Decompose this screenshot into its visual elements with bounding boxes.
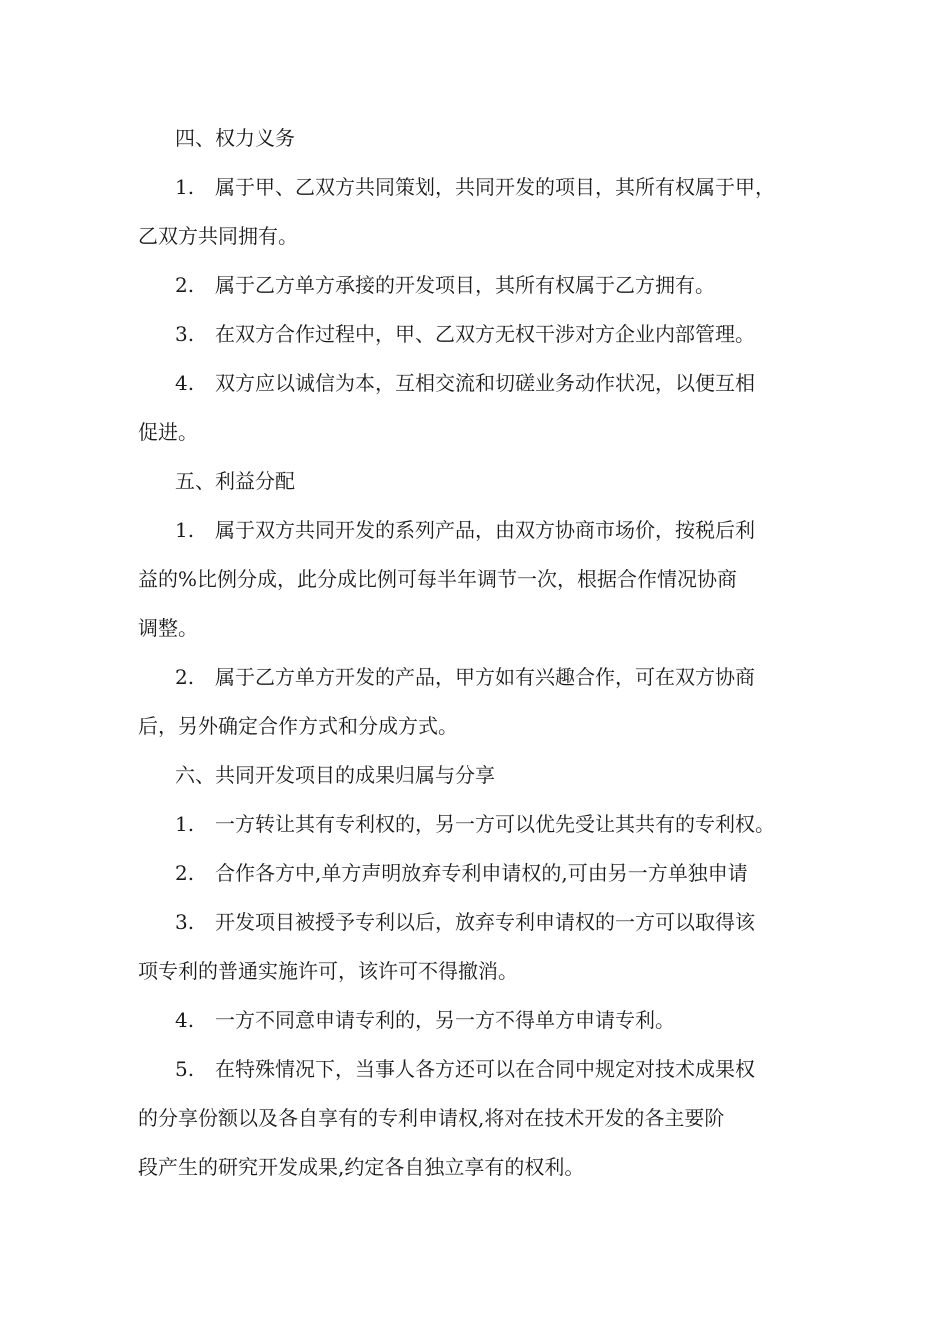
clause-text: 属于甲、乙双方共同策划，共同开发的项目，其所有权属于甲， [215, 175, 775, 199]
clause-continuation-line [138, 555, 838, 604]
clause-text: 属于乙方单方承接的开发项目，其所有权属于乙方拥有。 [215, 273, 715, 297]
clause-text: 开发项目被授予专利以后，放弃专利申请权的一方可以取得该 [215, 910, 755, 934]
clause-first-line [138, 849, 838, 898]
clause-first-line [138, 261, 838, 310]
clause-continuation-line [138, 604, 838, 653]
clause-text: 益的%比例分成，此分成比例可每半年调节一次，根据合作情况协商 [138, 567, 738, 591]
clause-number: 1. [175, 812, 195, 836]
clause-first-line [138, 1045, 838, 1094]
clause-text: 双方应以诚信为本，互相交流和切磋业务动作状况，以便互相 [215, 371, 755, 395]
clause-first-line [138, 506, 838, 555]
clause-first-line [138, 359, 838, 408]
clause-first-line [138, 800, 838, 849]
clause-text: 调整。 [138, 616, 198, 640]
clause-continuation-line [138, 947, 838, 996]
clause-number: 4. [175, 1008, 195, 1032]
clause-text: 在双方合作过程中，甲、乙双方无权干涉对方企业内部管理。 [215, 322, 755, 346]
clause-continuation-line [138, 1094, 838, 1143]
clause-number: 3. [175, 322, 195, 346]
clause-number: 4. [175, 371, 195, 395]
clause-number: 5. [175, 1057, 195, 1081]
clause-text: 的分享份额以及各自享有的专利申请权,将对在技术开发的各主要阶 [138, 1106, 725, 1130]
clause-number: 2. [175, 861, 195, 885]
clause-text: 促进。 [138, 420, 198, 444]
clause-text: 段产生的研究开发成果,约定各自独立享有的权利。 [138, 1155, 585, 1179]
clause-text: 属于乙方单方开发的产品，甲方如有兴趣合作，可在双方协商 [215, 665, 755, 689]
clause-number: 2. [175, 665, 195, 689]
clause-continuation-line [138, 702, 838, 751]
clause-text: 乙双方共同拥有。 [138, 224, 298, 248]
clause-text: 合作各方中,单方声明放弃专利申请权的,可由另一方单独申请 [215, 861, 748, 885]
clause-first-line [138, 310, 838, 359]
clause-text: 一方转让其有专利权的，另一方可以优先受让其共有的专利权。 [215, 812, 775, 836]
clause-first-line [138, 653, 838, 702]
clause-continuation-line [138, 212, 838, 261]
section-heading: 六、共同开发项目的成果归属与分享 [175, 763, 495, 787]
section-heading: 五、利益分配 [175, 469, 295, 493]
document-body [138, 114, 838, 1192]
section-heading: 四、权力义务 [175, 126, 295, 150]
clause-continuation-line [138, 1143, 838, 1192]
clause-continuation-line [138, 408, 838, 457]
clause-text: 后，另外确定合作方式和分成方式。 [138, 714, 458, 738]
clause-text: 属于双方共同开发的系列产品，由双方协商市场价，按税后利 [215, 518, 755, 542]
clause-text: 项专利的普通实施许可，该许可不得撤消。 [138, 959, 518, 983]
clause-text: 在特殊情况下，当事人各方还可以在合同中规定对技术成果权 [215, 1057, 755, 1081]
clause-number: 3. [175, 910, 195, 934]
clause-number: 2. [175, 273, 195, 297]
clause-first-line [138, 163, 838, 212]
clause-first-line [138, 898, 838, 947]
clause-first-line [138, 996, 838, 1045]
clause-text: 一方不同意申请专利的，另一方不得单方申请专利。 [215, 1008, 675, 1032]
clause-number: 1. [175, 175, 195, 199]
clause-number: 1. [175, 518, 195, 542]
